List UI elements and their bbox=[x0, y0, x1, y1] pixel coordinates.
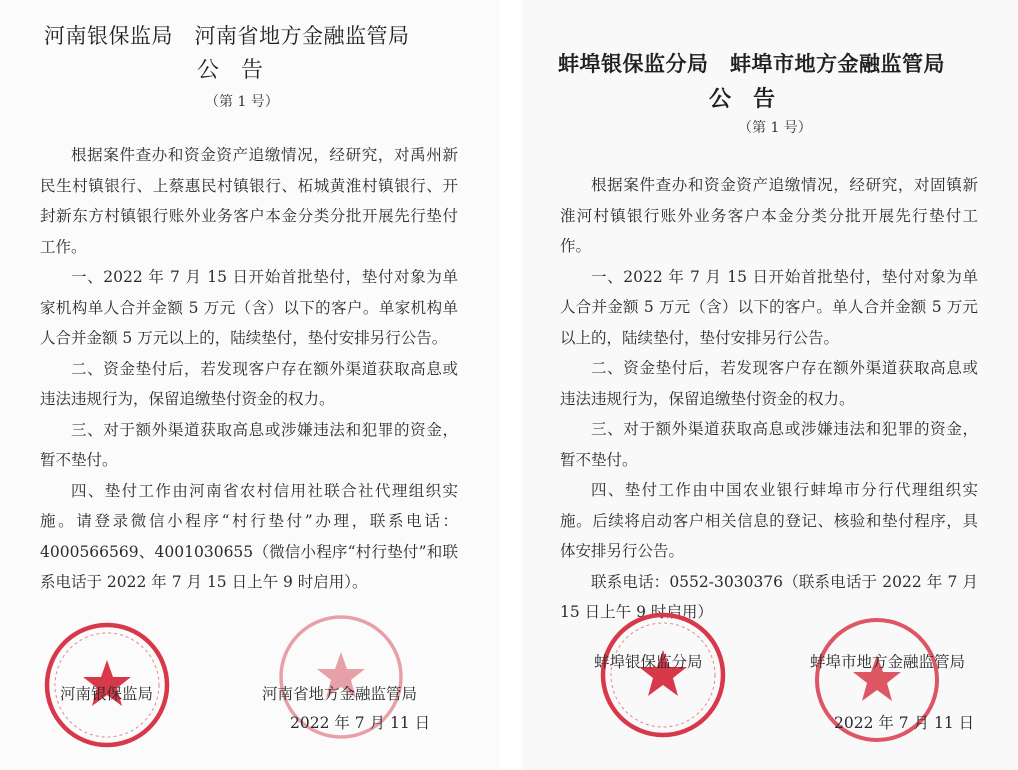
right-paragraph-1: 一、2022 年 7 月 15 日开始首批垫付，垫付对象为单人合并金额 5 万元（含）以下的客户。单人合并金额 5 万元以上的，陆续垫付，垫付安排另行公告。 bbox=[560, 267, 978, 347]
left-signatory-2: 河南省地方金融监管局 bbox=[262, 685, 418, 703]
right-paragraph-4: 四、垫付工作由中国农业银行蚌埠市分行代理组织实施。后续将启动客户相关信息的登记、核验和垫付程序，具体安排另行公告。 bbox=[560, 481, 978, 560]
left-paragraph-1: 一、2022 年 7 月 15 日开始首批垫付，垫付对象为单家机构单人合并金额 5 万元（含）以下的客户。单家机构单人合并金额 5 万元以上的，陆续垫付，垫付安排另行公告。 bbox=[40, 268, 458, 347]
seal-icon bbox=[598, 610, 728, 740]
left-paragraph-intro: 根据案件查办和资金资产追缴情况，经研究，对禹州新民生村镇银行、上蔡惠民村镇银行、柘城黄淮村镇银行、开封新东方村镇银行账外业务客户本金分类分批开展先行垫付工作。 bbox=[40, 146, 458, 256]
right-paragraph-intro: 根据案件查办和资金资产追缴情况，经研究，对固镇新淮河村镇银行账外业务客户本金分类分批开展先行垫付工作。 bbox=[560, 176, 978, 255]
right-signatory-2: 蚌埠市地方金融监管局 bbox=[810, 653, 966, 671]
right-notice bbox=[522, 0, 1018, 770]
page-separator bbox=[500, 0, 522, 770]
right-paragraph-3: 三、对于额外渠道获取高息或涉嫌违法和犯罪的资金，暂不垫付。 bbox=[560, 420, 978, 469]
right-notice-title: 公 告 bbox=[709, 87, 776, 112]
right-notice-header: 蚌埠银保监分局 蚌埠市地方金融监管局 bbox=[558, 52, 945, 76]
left-signatory-1: 河南银保监局 bbox=[60, 685, 154, 703]
left-notice-date: 2022 年 7 月 11 日 bbox=[290, 714, 431, 732]
left-notice bbox=[0, 0, 500, 770]
left-notice-header: 河南银保监局 河南省地方金融监管局 bbox=[44, 24, 410, 48]
right-paragraph-2: 二、资金垫付后，若发现客户存在额外渠道获取高息或违法违规行为，保留追缴垫付资金的权力。 bbox=[560, 359, 978, 408]
left-paragraph-4: 四、垫付工作由河南省农村信用社联合社代理组织实施。请登录微信小程序“村行垫付”办理，联系电话：4000566569、4001030655（微信小程序“村行垫付”和联系电话于 2022 年 7 月 15 日上午 9 时启用）。 bbox=[40, 481, 458, 591]
left-notice-number: （第 1 号） bbox=[205, 94, 279, 110]
left-notice-title: 公 告 bbox=[197, 58, 264, 83]
right-signatory-1: 蚌埠银保监分局 bbox=[594, 653, 703, 671]
left-paragraph-2: 二、资金垫付后，若发现客户存在额外渠道获取高息或违法违规行为，保留追缴垫付资金的权力。 bbox=[40, 359, 458, 408]
left-paragraph-3: 三、对于额外渠道获取高息或涉嫌违法和犯罪的资金，暂不垫付。 bbox=[40, 420, 458, 469]
left-notice-body bbox=[40, 140, 458, 598]
right-notice-number: （第 1 号） bbox=[738, 120, 812, 136]
right-notice-date: 2022 年 7 月 11 日 bbox=[834, 714, 975, 732]
right-seal-1 bbox=[598, 610, 728, 740]
right-contact-line: 联系电话：0552-3030376（联系电话于 2022 年 7 月 15 日上午 9 时启用） bbox=[560, 572, 978, 621]
right-notice-body bbox=[560, 170, 978, 628]
